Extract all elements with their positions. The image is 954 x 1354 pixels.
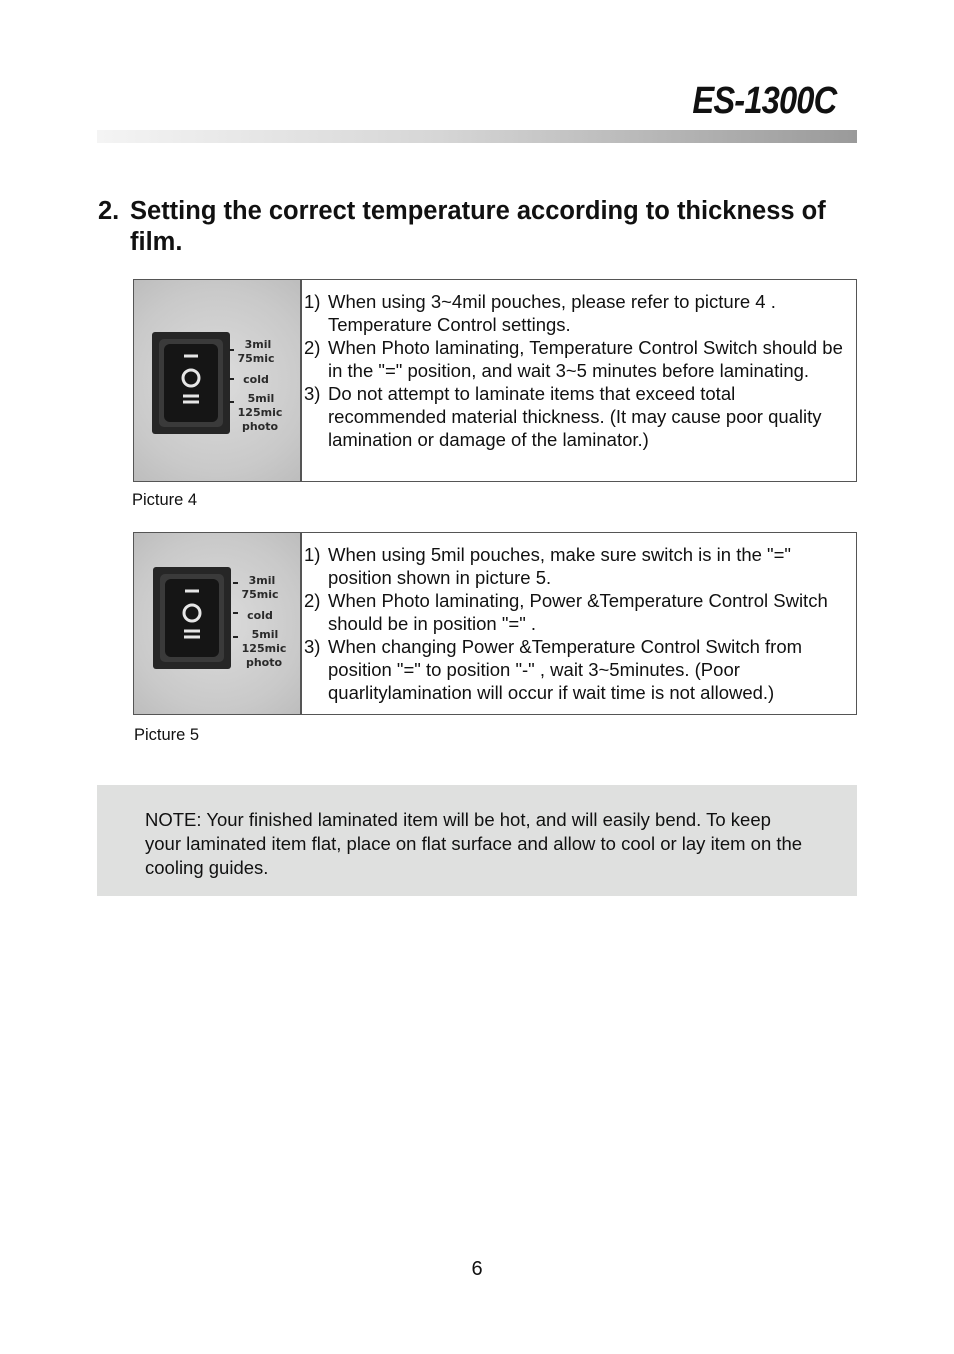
picture4-instructions [304,290,852,451]
label-5mil: 5mil [247,392,275,405]
label-125mic: 125mic [241,642,287,655]
picture5-caption: Picture 5 [134,726,200,744]
section-title-text: Setting the correct temperature according to thickness of film. [130,197,826,256]
note-text: NOTE: Your finished laminated item will be hot, and will easily bend. To keep your laminated item flat, place on flat surface and allow to cool or lay item on the cooling guides. [145,809,803,878]
label-5mil: 5mil [251,628,279,641]
picture4-panel [133,279,857,482]
section-heading [98,196,868,258]
model-title: ES-1300C [692,80,836,122]
rocker-switch-icon [134,533,300,714]
list-item: 3) Do not attempt to laminate items that exceed total recommended material thickness. (It may cause poor quality lamination or damage of the laminator.) [304,383,822,450]
picture5-panel [133,532,857,715]
list-item: 3) When changing Power &Temperature Control Switch from position "=" to position "-" , wait 3~5minutes. (Poor quarlitylamination will occur if wait time is not allowed.) [304,636,803,703]
list-item: 1) When using 3~4mil pouches, please refer to picture 4 . Temperature Control settings. [304,291,776,335]
label-125mic: 125mic [237,406,283,419]
label-3mil: 3mil [248,574,276,587]
label-cold: cold [247,609,273,622]
list-item: 1) When using 5mil pouches, make sure switch is in the "=" position shown in picture 5. [304,544,791,588]
label-cold: cold [243,373,269,386]
note-box [97,785,857,896]
header-gradient-bar [97,130,857,143]
list-item: 2) When Photo laminating, Temperature Control Switch should be in the "=" position, and wait 3~5 minutes before laminating. [304,337,843,381]
page-number: 6 [471,1258,483,1280]
picture5-instructions [304,543,852,704]
rocker-switch-icon [134,280,300,481]
picture4-caption: Picture 4 [132,491,198,509]
picture5-switch-photo [134,533,302,714]
label-75mic: 75mic [237,352,275,365]
picture4-switch-photo [134,280,302,481]
label-photo: photo [241,420,279,433]
label-3mil: 3mil [244,338,272,351]
section-number: 2. [98,197,120,225]
label-75mic: 75mic [241,588,279,601]
list-item: 2) When Photo laminating, Power &Temperature Control Switch should be in position "=" . [304,590,828,634]
label-photo: photo [245,656,283,669]
